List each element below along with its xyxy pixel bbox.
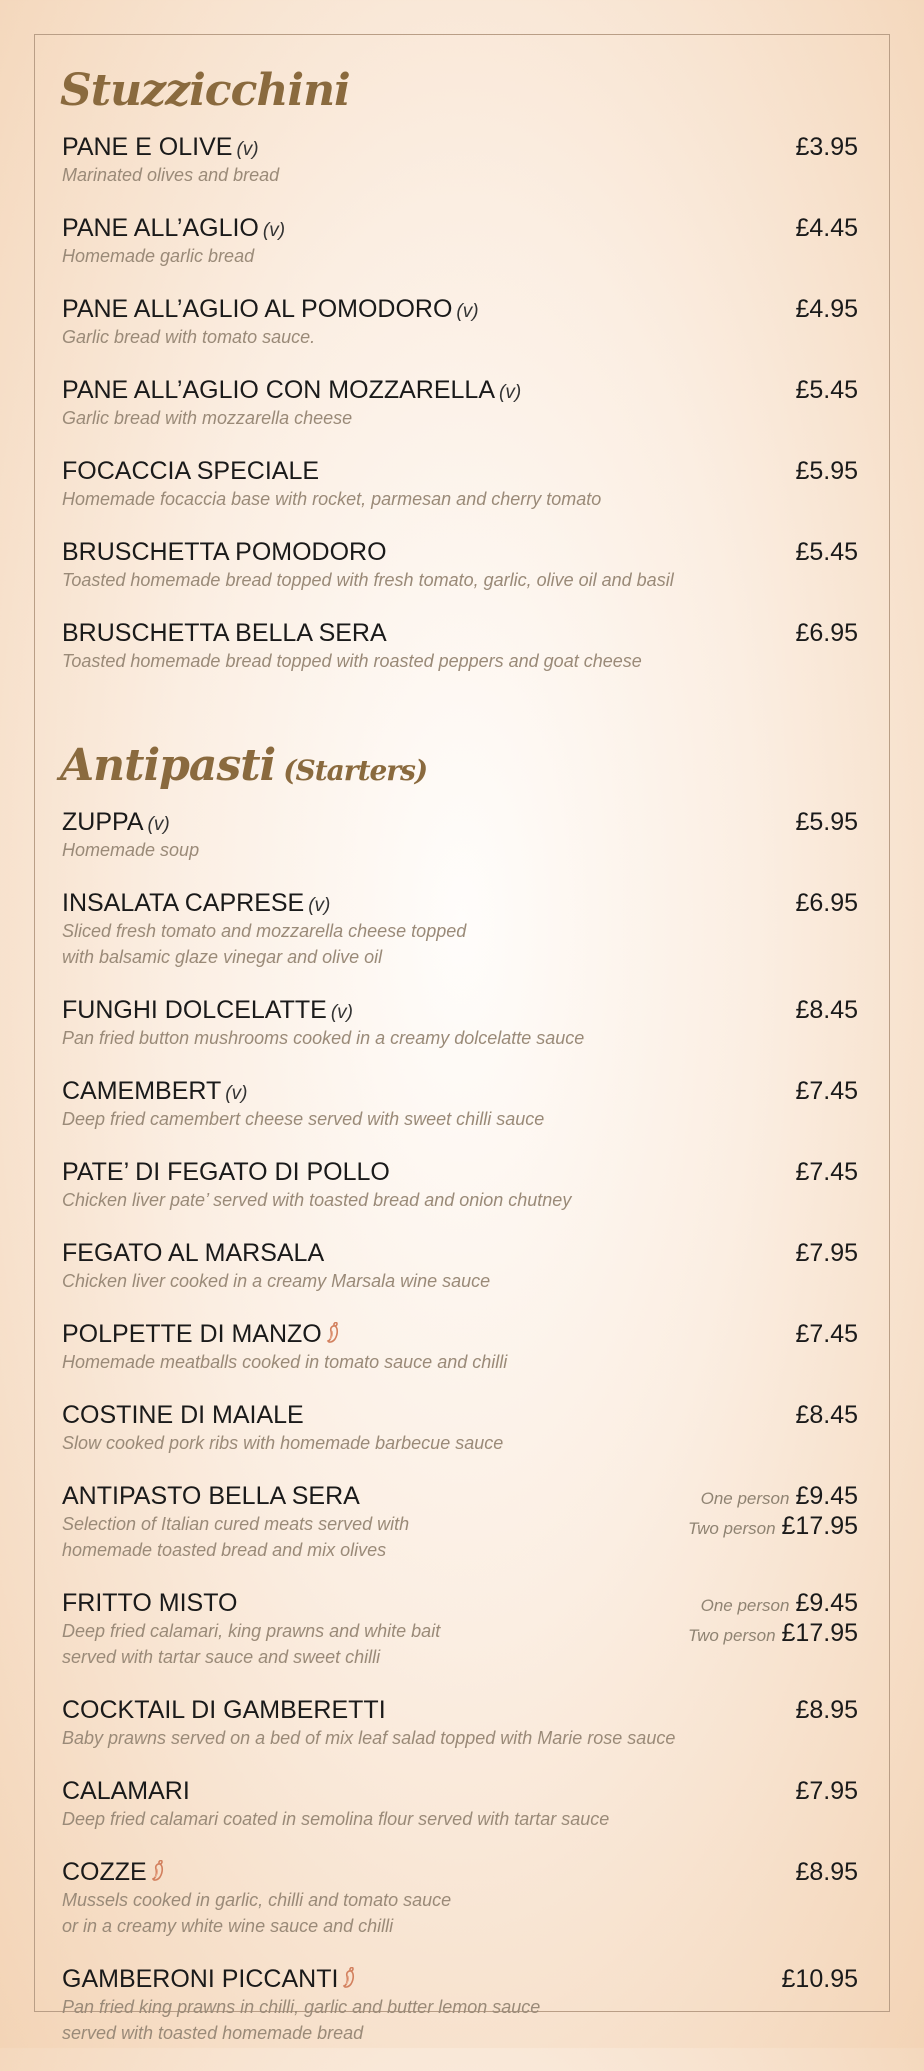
menu-item-name: ANTIPASTO BELLA SERA <box>62 1482 360 1510</box>
menu-item-description: Toasted homemade bread topped with fresh tomato, garlic, olive oil and basil <box>62 570 674 590</box>
menu-item-name-wrap <box>62 294 479 327</box>
menu-item-price: £8.45 <box>795 996 858 1024</box>
menu-item <box>62 456 858 512</box>
menu-item-price: £8.95 <box>795 1858 858 1886</box>
menu-item <box>62 995 858 1051</box>
price-option <box>688 1481 858 1511</box>
menu-item-name: COZZE <box>62 1858 147 1886</box>
menu-item-head <box>62 888 858 918</box>
vegetarian-tag: (v) <box>262 220 286 241</box>
menu-item-description: or in a creamy white wine sauce and chilli <box>62 1916 394 1936</box>
menu-item-name: PATE’ DI FEGATO DI POLLO <box>62 1158 390 1186</box>
vegetarian-tag: (v) <box>236 139 259 160</box>
menu-item-price: £7.95 <box>795 1777 858 1805</box>
menu-item-description: Homemade soup <box>62 840 200 860</box>
price-option <box>688 1618 858 1648</box>
menu-item-price: £7.45 <box>795 1320 858 1348</box>
menu-item-description: Homemade focaccia base with rocket, parmesan and cherry tomato <box>62 489 602 509</box>
menu-item-description: Deep fried calamari, king prawns and white bait <box>62 1621 441 1641</box>
vegetarian-tag: (v) <box>330 1002 353 1023</box>
menu-item-name-wrap <box>62 537 387 567</box>
price-options <box>688 1481 858 1541</box>
menu-item-name-wrap <box>62 995 353 1028</box>
menu-item-name: FOCACCIA SPECIALE <box>62 457 320 485</box>
menu-item-head <box>62 1319 858 1349</box>
menu-item-description: Chicken liver cooked in a creamy Marsala wine sauce <box>62 1271 491 1291</box>
menu-item-price: £6.95 <box>795 889 858 917</box>
price-option-label: Two person <box>687 1519 776 1538</box>
menu-item-description: Slow cooked pork ribs with homemade barbecue sauce <box>62 1433 504 1453</box>
menu-item-price: £4.45 <box>795 214 858 242</box>
menu-item <box>62 1776 858 1832</box>
section-gap <box>62 699 858 725</box>
menu-item-price: £7.45 <box>795 1077 858 1105</box>
menu-item <box>62 1319 858 1375</box>
menu-item-name-wrap <box>62 1776 190 1806</box>
menu-item-name: FRITTO MISTO <box>62 1589 238 1617</box>
menu-item-name: PANE ALL’AGLIO AL POMODORO <box>62 295 453 323</box>
menu-item-description: Chicken liver pate’ served with toasted bread and onion chutney <box>62 1190 572 1210</box>
menu-item-name: PANE ALL’AGLIO CON MOZZARELLA <box>62 376 496 404</box>
menu-item-head <box>62 213 858 243</box>
menu-item-price: £6.95 <box>795 619 858 647</box>
menu-item-description: Garlic bread with tomato sauce. <box>62 327 316 347</box>
menu-item-head <box>62 1238 858 1268</box>
menu-item-head <box>62 294 858 324</box>
menu-item <box>62 1076 858 1132</box>
menu-item-price: £5.95 <box>795 808 858 836</box>
section-subtitle: (Starters) <box>283 754 428 787</box>
menu-item-head <box>62 1076 858 1106</box>
vegetarian-tag: (v) <box>225 1083 248 1104</box>
menu-item-name: POLPETTE DI MANZO <box>62 1320 322 1348</box>
menu-item-name-wrap <box>62 1695 386 1725</box>
menu-item-name: COCKTAIL DI GAMBERETTI <box>62 1696 386 1724</box>
vegetarian-tag: (v) <box>147 814 170 835</box>
menu-item-head <box>62 537 858 567</box>
menu-item-head <box>62 132 858 162</box>
menu-item-description: Garlic bread with mozzarella cheese <box>62 408 353 428</box>
menu-item-head <box>62 618 858 648</box>
menu-item <box>62 1588 858 1670</box>
menu-item-price: £10.95 <box>781 1965 858 1993</box>
menu-item <box>62 807 858 863</box>
menu-item <box>62 537 858 593</box>
menu-item-name-wrap <box>62 1076 247 1109</box>
menu-item-name-wrap <box>62 807 170 840</box>
menu-item-name-wrap <box>62 618 387 648</box>
menu-item <box>62 618 858 674</box>
menu-item-name: PANE ALL’AGLIO <box>62 214 259 242</box>
menu-item-description: Deep fried calamari coated in semolina flour served with tartar sauce <box>62 1809 610 1829</box>
menu-item <box>62 1964 858 2046</box>
menu-item-head <box>62 1776 858 1806</box>
price-option-value: £9.45 <box>795 1589 858 1617</box>
menu-item-head <box>62 375 858 405</box>
menu-item-name-wrap <box>62 456 319 486</box>
menu-item-head <box>62 1400 858 1430</box>
chilli-icon <box>326 1321 340 1351</box>
menu-item-name: COSTINE DI MAIALE <box>62 1401 304 1429</box>
menu-item-price: £5.45 <box>795 376 858 404</box>
price-option <box>688 1588 858 1618</box>
menu-item <box>62 294 858 350</box>
menu-item-name-wrap <box>62 888 330 921</box>
menu-item-name-wrap <box>62 1319 340 1351</box>
price-options <box>688 1588 858 1648</box>
section-title <box>60 725 858 807</box>
menu-item-name-wrap <box>62 1157 390 1187</box>
vegetarian-tag: (v) <box>456 301 479 322</box>
menu-item-price: £7.45 <box>795 1158 858 1186</box>
price-option-label: One person <box>700 1596 790 1615</box>
section-title-text: Stuzzicchini <box>60 65 350 116</box>
menu-item <box>62 375 858 431</box>
menu-item-name-wrap <box>62 1481 360 1511</box>
price-option <box>688 1511 858 1541</box>
menu-item-head <box>62 1857 858 1887</box>
menu-item-name: INSALATA CAPRESE <box>62 889 305 917</box>
menu-item <box>62 1857 858 1939</box>
price-option-value: £17.95 <box>781 1512 858 1540</box>
menu-item-description: Marinated olives and bread <box>62 165 280 185</box>
menu-item-name: BRUSCHETTA BELLA SERA <box>62 619 387 647</box>
menu-item-name-wrap <box>62 132 259 165</box>
menu-item-description: Selection of Italian cured meats served with <box>62 1514 410 1534</box>
menu-item-head <box>62 995 858 1025</box>
menu-item-head <box>62 807 858 837</box>
menu-item-name: CALAMARI <box>62 1777 190 1805</box>
menu-item-name-wrap <box>62 1964 356 1996</box>
menu-item <box>62 1695 858 1751</box>
menu-item-name: GAMBERONI PICCANTI <box>62 1965 339 1993</box>
menu-item-price: £8.45 <box>795 1401 858 1429</box>
menu-item-price: £8.95 <box>795 1696 858 1724</box>
menu-item-description: Pan fried king prawns in chilli, garlic and butter lemon sauce <box>62 1997 541 2017</box>
menu-item-name: CAMEMBERT <box>62 1077 222 1105</box>
menu-item-description: homemade toasted bread and mix olives <box>62 1540 387 1560</box>
menu-item-name-wrap <box>62 1588 237 1618</box>
menu-item-price: £5.95 <box>795 457 858 485</box>
chilli-icon <box>151 1859 165 1889</box>
menu-item-name: FEGATO AL MARSALA <box>62 1239 325 1267</box>
price-option-value: £9.45 <box>795 1482 858 1510</box>
menu-item <box>62 1157 858 1213</box>
menu-item-head <box>62 1157 858 1187</box>
menu-item-head <box>62 456 858 486</box>
menu-item-name: PANE E OLIVE <box>62 133 233 161</box>
menu-item-description: Toasted homemade bread topped with roasted peppers and goat cheese <box>62 651 642 671</box>
section-title <box>60 50 858 132</box>
menu-item-description: with balsamic glaze vinegar and olive oil <box>62 947 383 967</box>
menu-item-description: Homemade garlic bread <box>62 246 255 266</box>
menu-item-name-wrap <box>62 1238 324 1268</box>
chilli-icon <box>342 1966 356 1996</box>
menu-item <box>62 888 858 970</box>
section-title-text: Antipasti <box>60 740 276 791</box>
menu-item-description: Sliced fresh tomato and mozzarella cheese topped <box>62 921 467 941</box>
menu-item-description: served with tartar sauce and sweet chilli <box>62 1647 381 1667</box>
menu-item-head <box>62 1695 858 1725</box>
menu-item-description: Homemade meatballs cooked in tomato sauce and chilli <box>62 1352 508 1372</box>
menu-item-price: £7.95 <box>795 1239 858 1267</box>
menu-item <box>62 1400 858 1456</box>
price-option-label: One person <box>700 1489 790 1508</box>
menu-item-price: £5.45 <box>795 538 858 566</box>
vegetarian-tag: (v) <box>499 382 522 403</box>
menu-item-price: £4.95 <box>795 295 858 323</box>
menu-item-name-wrap <box>62 1857 165 1889</box>
menu-item-name-wrap <box>62 213 285 246</box>
menu-content <box>62 50 858 2071</box>
price-option-value: £17.95 <box>781 1619 858 1647</box>
menu-item-head <box>62 1964 858 1994</box>
menu-item <box>62 1238 858 1294</box>
menu-item <box>62 132 858 188</box>
menu-item <box>62 1481 858 1563</box>
menu-item-name-wrap <box>62 375 521 408</box>
price-option-label: Two person <box>687 1626 776 1645</box>
menu-item-name: FUNGHI DOLCELATTE <box>62 996 327 1024</box>
menu-item-name: BRUSCHETTA POMODORO <box>62 538 387 566</box>
menu-item-price: £3.95 <box>795 133 858 161</box>
menu-item-description: Baby prawns served on a bed of mix leaf salad topped with Marie rose sauce <box>62 1728 676 1748</box>
menu-item-name-wrap <box>62 1400 304 1430</box>
menu-item <box>62 213 858 269</box>
menu-item-description: Pan fried button mushrooms cooked in a creamy dolcelatte sauce <box>62 1028 585 1048</box>
menu-item-name: ZUPPA <box>62 808 144 836</box>
menu-item-description: served with toasted homemade bread <box>62 2023 364 2043</box>
vegetarian-tag: (v) <box>308 895 331 916</box>
menu-item-description: Deep fried camembert cheese served with sweet chilli sauce <box>62 1109 545 1129</box>
menu-item-description: Mussels cooked in garlic, chilli and tomato sauce <box>62 1890 452 1910</box>
